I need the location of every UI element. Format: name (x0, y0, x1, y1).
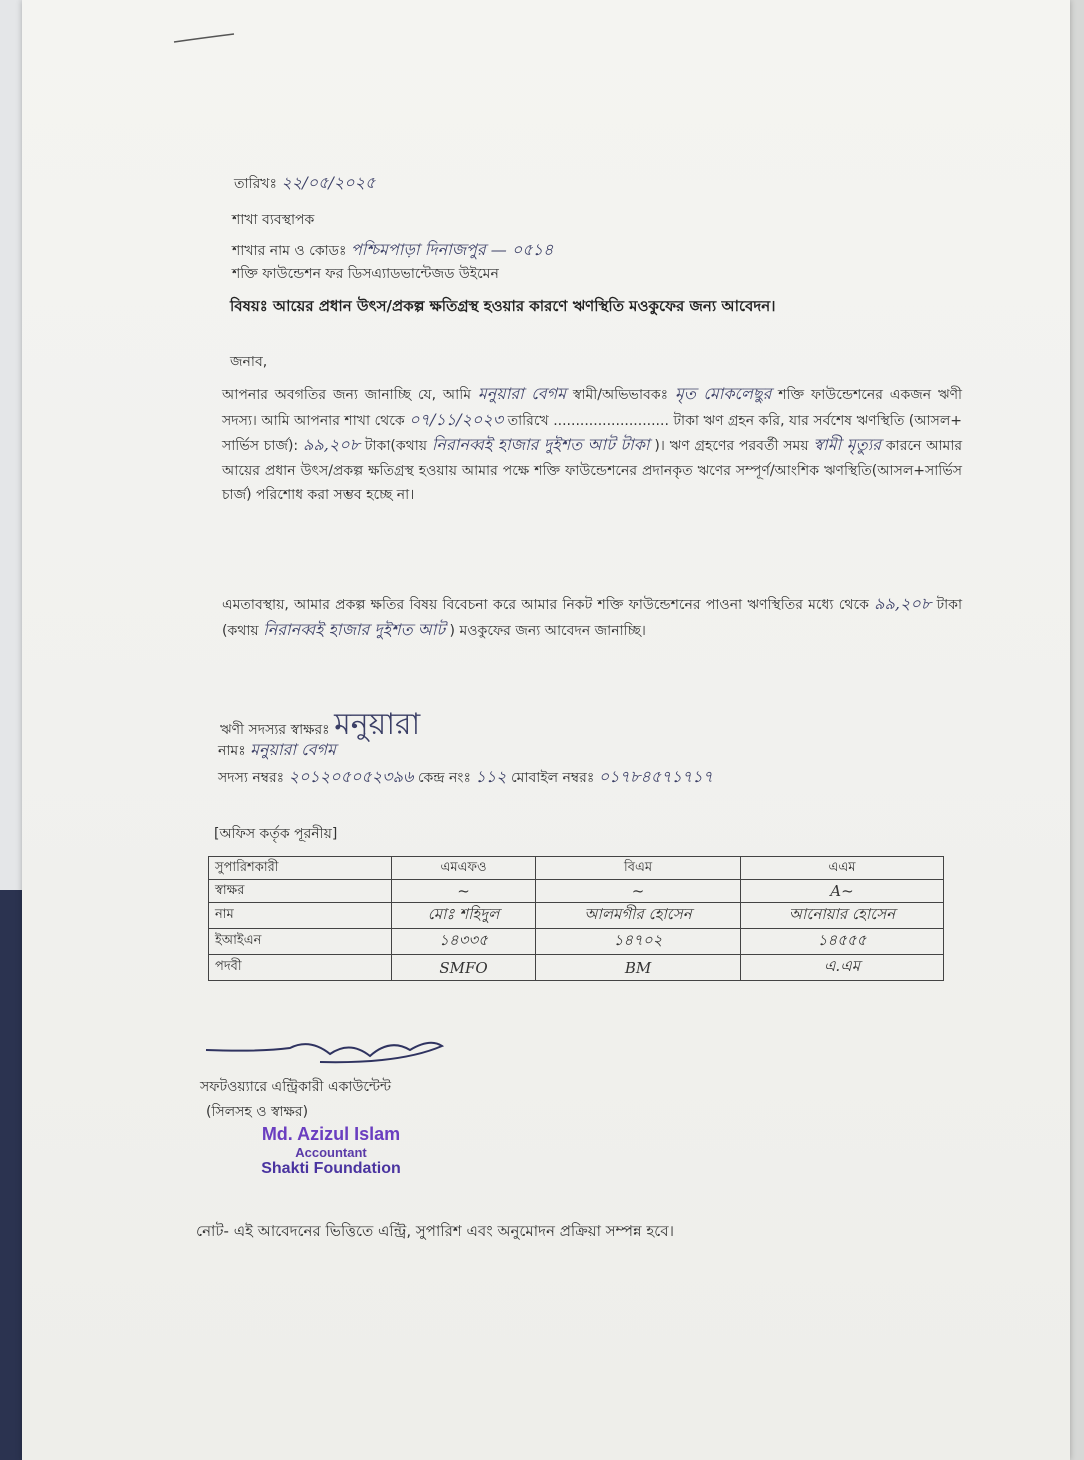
table-row (209, 955, 944, 981)
accountant-signature-icon (200, 1030, 450, 1080)
recommendation-table (208, 856, 944, 981)
accountant-note: (সিলসহ ও স্বাক্ষর) (206, 1104, 309, 1120)
footnote: নোট- এই আবেদনের ভিত্তিতে এন্ট্রি, সুপারিশ এবং অনুমোদন প্রক্রিয়া সম্পন্ন হবে। (196, 1222, 674, 1240)
paragraph-2 (222, 592, 962, 643)
body-text: শক্তি ফাউন্ডেশনের একজন ঋণী সদস্য। আমি আপনার শাখা থেকে (222, 387, 963, 429)
table-row (209, 929, 944, 955)
table-header-row (209, 857, 944, 880)
accountant-role: সফটওয়্যারে এন্ট্রিকারী একাউন্টেন্ট (200, 1079, 392, 1095)
balance-words-handwritten: নিরানব্বই হাজার দুইশত আট টাকা (431, 435, 650, 454)
center-label: কেন্দ্র নংঃ (417, 770, 471, 786)
pen-mark (172, 28, 242, 48)
table-row (209, 903, 944, 929)
member-signature: মনুয়ারা (334, 707, 421, 742)
center-number: ১১২ (475, 767, 507, 786)
branch-label: শাখার নাম ও কোডঃ (232, 243, 347, 259)
table-cell: নাম (209, 903, 392, 929)
date-value: ২২/০৫/২০২৫ (281, 173, 376, 192)
body-text: তারিখে (507, 412, 549, 429)
table-cell: ~ (392, 880, 536, 903)
table-cell: A~ (740, 880, 943, 903)
body-text: টাকা ঋণ গ্রহন করি, যার সর্বশেষ ঋণস্থিতি (আসল+ সার্ভিস চার্জ): (222, 412, 963, 454)
table-cell: ~ (536, 880, 741, 903)
reason-handwritten: স্বামী মৃত্যুর (813, 435, 882, 454)
signature-label: ঋণী সদস্যর স্বাক্ষরঃ (220, 722, 330, 738)
subject-line: বিষয়ঃ আয়ের প্রধান উৎস/প্রকল্প ক্ষতিগ্রস্থ হওয়ার কারণে ঋণস্থিতি মওকুফের জন্য আবেদন। (230, 297, 776, 315)
guardian-handwritten: মৃত মোকলেছুর (674, 384, 772, 403)
body-text: আপনার অবগতির জন্য জানাচ্ছি যে, আমি (222, 387, 471, 403)
member-name: মনুয়ারা বেগম (250, 740, 336, 759)
table-cell: এ.এম (740, 955, 943, 981)
waive-words-handwritten: নিরানব্বই হাজার দুইশত আট (263, 619, 446, 639)
name-label: নামঃ (218, 743, 246, 759)
table-header-cell: বিএম (536, 857, 741, 880)
body-text: টাকা (কথায় (222, 597, 963, 639)
salutation: জনাব, (230, 354, 268, 370)
mobile-number: ০১৭৮৪৫৭১৭১৭ (598, 767, 714, 786)
table-header-cell: এএম (740, 857, 943, 880)
member-id-label: সদস্য নম্বরঃ (218, 770, 285, 786)
paragraph-1: আপনার অবগতির জন্য জানাচ্ছি যে, আমি মনুয়ারা বেগম স্বামী/অভিভাবকঃ মৃত মোকলেছুর শক্তি ফাউন্ডেশনের একজন ঋণী সদস্য। আমি আপনার শাখা থেকে ০৭/১১/২০২৩ তারিখে .......................... টাকা ঋণ গ্রহন করি, যার সর্বশেষ ঋণস্থিতি (আসল+ সার্ভিস চার্জ): ৯৯,২০৮ টাকা(কথায় নিরানব্বই হাজার দুইশত আট টাকা )। ঋণ গ্রহণের পরবর্তী সময় স্বামী মৃত্যুর কারনে আমার আয়ের প্রধান উৎস/প্রকল্প ক্ষতিগ্রস্থ হওয়ায় আমার পক্ষে শক্তি ফাউন্ডেশনের প্রদানকৃত ঋণের সম্পূর্ণ/আংশিক ঋণস্থিতি(আসল+সার্ভিস চার্জ) পরিশোধ করা সম্ভব হচ্ছে না। (222, 384, 963, 503)
table-cell: ১৪৫৫৫ (740, 929, 943, 955)
member-name-line (218, 737, 336, 764)
stamp-title: Accountant (295, 1145, 367, 1160)
table-cell: BM (536, 955, 741, 981)
table-header-cell: সুপারিশকারী (209, 857, 392, 880)
branch-value: পশ্চিমপাড়া দিনাজপুর — ০৫১৪ (350, 240, 554, 259)
waive-amount-handwritten: ৯৯,২০৮ (874, 594, 932, 613)
table-cell: ১৪৭০২ (536, 929, 741, 955)
body-text: )। ঋণ গ্রহণের পরবর্তী সময় (654, 438, 809, 454)
table-row (209, 880, 944, 903)
body-text: কারনে আমার আয়ের প্রধান উৎস/প্রকল্প ক্ষতিগ্রস্থ হওয়ায় আমার পক্ষে শক্তি ফাউন্ডেশনের প্রদানকৃত ঋণের সম্পূর্ণ/আংশিক ঋণস্থিতি(আসল+সার্ভিস চার্জ) পরিশোধ করা সম্ভব হচ্ছে না। (222, 438, 963, 503)
office-use-heading: [অফিস কর্তৃক পূরনীয়] (214, 826, 338, 842)
guardian-label: স্বামী/অভিভাবকঃ (572, 387, 669, 403)
date-label: তারিখঃ (234, 176, 277, 192)
stamp-org: Shakti Foundation (261, 1160, 401, 1177)
table-cell: SMFO (392, 955, 536, 981)
member-id-line (218, 764, 713, 791)
member-id: ২০১২০৫০৫২৩৯৬ (288, 767, 414, 786)
body-text: টাকা(কথায় (364, 438, 428, 454)
body-text: ) মওকুফের জন্য আবেদন জানাচ্ছি। (449, 622, 646, 639)
balance-handwritten: ৯৯,২০৮ (302, 435, 361, 454)
accountant-stamp (236, 1124, 426, 1178)
table-cell: ১৪৩৩৫ (392, 929, 536, 955)
mobile-label: মোবাইল নম্বরঃ (511, 770, 595, 786)
branch-line (232, 237, 553, 264)
loan-date-handwritten: ০৭/১১/২০২৩ (409, 409, 504, 429)
table-cell: আনোয়ার হোসেন (740, 903, 943, 929)
body-text: এমতাবস্থায়, আমার প্রকল্প ক্ষতির বিষয় বিবেচনা করে আমার নিকট শক্তি ফাউন্ডেশনের পাওনা ঋণস্থিতির মধ্যে থেকে (222, 597, 869, 613)
organization-name: শক্তি ফাউন্ডেশন ফর ডিসএ্যাডভান্টেজড উইমেন (232, 266, 499, 282)
table-cell: স্বাক্ষর (209, 880, 392, 903)
stamp-name: Md. Azizul Islam (261, 1124, 401, 1144)
table-cell: আলমগীর হোসেন (536, 903, 741, 929)
table-cell: ইআইএন (209, 929, 392, 955)
member-name-handwritten: মনুয়ারা বেগম (477, 384, 567, 403)
addressee-title: শাখা ব্যবস্থাপক (232, 212, 315, 228)
table-cell: পদবী (209, 955, 392, 981)
date-line (234, 170, 375, 197)
table-cell: মোঃ শহিদুল (392, 903, 536, 929)
table-header-cell: এমএফও (392, 857, 536, 880)
